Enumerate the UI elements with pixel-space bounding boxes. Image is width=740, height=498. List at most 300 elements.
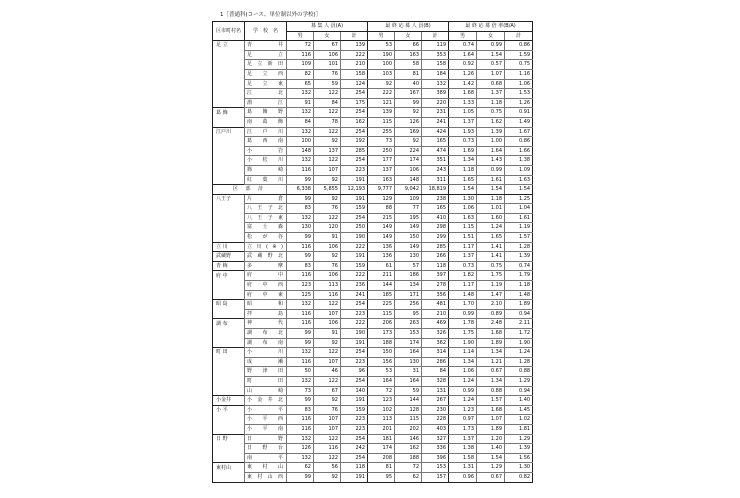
capacity-female-cell: 116 xyxy=(314,444,341,454)
applicants-female-cell: 162 xyxy=(395,444,422,454)
applicants-male-cell: 174 xyxy=(368,444,395,454)
applicants-female-cell: 115 xyxy=(395,415,422,425)
ratio-female-cell: 2.48 xyxy=(477,319,505,329)
ratio-male-cell: 0.99 xyxy=(449,386,477,396)
table-row xyxy=(213,252,533,262)
capacity-female-cell: 101 xyxy=(314,60,341,70)
applicants-male-cell: 181 xyxy=(368,434,395,444)
applicants-male-cell: 206 xyxy=(368,319,395,329)
applicants-male-cell: 61 xyxy=(368,261,395,271)
ratio-total-cell: 1.72 xyxy=(505,329,533,339)
capacity-total-cell: 191 xyxy=(341,175,368,185)
school-name-cell: 小松川 xyxy=(245,156,287,166)
school-name-cell: 立川(※) xyxy=(245,242,287,252)
capacity-female-cell: 5,855 xyxy=(314,185,341,195)
table-row xyxy=(213,300,533,310)
ratio-male-cell: 1.90 xyxy=(449,338,477,348)
school-name-cell: 葛西南 xyxy=(245,137,287,147)
ratio-total-cell: 1.28 xyxy=(505,242,533,252)
table-row xyxy=(213,309,533,319)
school-name-cell: 昭和 xyxy=(245,300,287,310)
school-name-cell: 日野 xyxy=(245,434,287,444)
subtotal-row xyxy=(213,185,533,195)
capacity-male-cell: 62 xyxy=(287,463,314,473)
table-row xyxy=(213,453,533,463)
applicants-female-cell: 130 xyxy=(395,357,422,367)
table-row xyxy=(213,165,533,175)
capacity-total-cell: 175 xyxy=(341,98,368,108)
capacity-total-cell: 191 xyxy=(341,396,368,406)
applicants-male-cell: 100 xyxy=(368,60,395,70)
ratio-female-cell: 0.88 xyxy=(477,386,505,396)
capacity-total-cell: 191 xyxy=(341,338,368,348)
applicants-male-cell: 149 xyxy=(368,223,395,233)
capacity-total-cell: 254 xyxy=(341,127,368,137)
applicants-female-cell: 92 xyxy=(395,137,422,147)
district-cell: 小 平 xyxy=(213,405,245,415)
ratio-female-cell: 1.01 xyxy=(477,204,505,214)
applicants-female-cell: 109 xyxy=(395,194,422,204)
ratio-female-cell: 1.39 xyxy=(477,127,505,137)
applicants-female-cell: 72 xyxy=(395,463,422,473)
district-cell xyxy=(213,175,245,185)
district-cell xyxy=(213,376,245,386)
ratio-male-cell: 1.64 xyxy=(449,50,477,60)
ratio-female-cell: 1.54 xyxy=(477,453,505,463)
applicants-male-cell: 81 xyxy=(368,463,395,473)
applicants-male-cell: 144 xyxy=(368,281,395,291)
ratio-male-cell: 1.78 xyxy=(449,319,477,329)
applicants-female-cell: 148 xyxy=(395,175,422,185)
ratio-male-cell: 0.73 xyxy=(449,261,477,271)
applicants-total-cell: 84 xyxy=(422,367,449,377)
table-row xyxy=(213,137,533,147)
capacity-male-cell: 83 xyxy=(287,261,314,271)
table-row xyxy=(213,319,533,329)
table-row xyxy=(213,348,533,358)
applicants-female-cell: 58 xyxy=(395,60,422,70)
capacity-total-cell: 254 xyxy=(341,348,368,358)
applicants-male-cell: 201 xyxy=(368,424,395,434)
capacity-female-cell: 76 xyxy=(314,261,341,271)
applicants-female-cell: 164 xyxy=(395,376,422,386)
capacity-female-cell: 59 xyxy=(314,79,341,89)
applicants-male-cell: 208 xyxy=(368,453,395,463)
school-name-cell: 青井 xyxy=(245,41,287,51)
capacity-male-cell: 116 xyxy=(287,50,314,60)
ratio-male-cell: 1.37 xyxy=(449,252,477,262)
district-cell xyxy=(213,357,245,367)
capacity-male-cell: 132 xyxy=(287,300,314,310)
capacity-total-cell: 223 xyxy=(341,415,368,425)
applicants-female-cell: 134 xyxy=(395,281,422,291)
ratio-female-cell: 1.43 xyxy=(477,156,505,166)
applicants-female-cell: 174 xyxy=(395,156,422,166)
table-row xyxy=(213,233,533,243)
school-name-cell: 東村山 xyxy=(245,463,287,473)
school-name-cell: 足立 xyxy=(245,50,287,60)
ratio-female-cell: 1.41 xyxy=(477,242,505,252)
applicants-male-cell: 137 xyxy=(368,165,395,175)
applicants-male-cell: 53 xyxy=(368,41,395,51)
ratio-male-cell: 0.92 xyxy=(449,60,477,70)
ratio-total-cell: 1.39 xyxy=(505,444,533,454)
application-ratio-table xyxy=(212,21,533,483)
ratio-female-cell: 1.65 xyxy=(477,233,505,243)
ratio-total-cell: 1.40 xyxy=(505,396,533,406)
header-male: 男 xyxy=(368,31,395,41)
capacity-male-cell: 116 xyxy=(287,165,314,175)
district-cell: 昭 島 xyxy=(213,300,245,310)
ratio-male-cell: 0.99 xyxy=(449,309,477,319)
capacity-female-cell: 122 xyxy=(314,156,341,166)
table-row xyxy=(213,156,533,166)
table-row xyxy=(213,50,533,60)
ratio-male-cell: 1.38 xyxy=(449,444,477,454)
district-cell xyxy=(213,137,245,147)
applicants-total-cell: 397 xyxy=(422,271,449,281)
ratio-male-cell: 1.24 xyxy=(449,376,477,386)
applicants-male-cell: 129 xyxy=(368,194,395,204)
applicants-total-cell: 410 xyxy=(422,213,449,223)
table-row xyxy=(213,204,533,214)
applicants-female-cell: 9,042 xyxy=(395,185,422,195)
school-name-cell: 町田 xyxy=(245,376,287,386)
capacity-female-cell: 120 xyxy=(314,223,341,233)
ratio-male-cell: 1.70 xyxy=(449,300,477,310)
district-cell xyxy=(213,472,245,482)
capacity-male-cell: 132 xyxy=(287,89,314,99)
capacity-female-cell: 107 xyxy=(314,309,341,319)
ratio-male-cell: 1.68 xyxy=(449,89,477,99)
school-name-cell: 府中東 xyxy=(245,290,287,300)
table-row xyxy=(213,357,533,367)
applicants-male-cell: 215 xyxy=(368,213,395,223)
capacity-male-cell: 6,338 xyxy=(287,185,314,195)
school-name-cell: 小岩 xyxy=(245,146,287,156)
applicants-total-cell: 286 xyxy=(422,357,449,367)
table-row xyxy=(213,127,533,137)
subtotal-label: 区 部 計 xyxy=(213,185,287,195)
document-page xyxy=(212,12,532,483)
district-cell xyxy=(213,309,245,319)
ratio-male-cell: 1.30 xyxy=(449,194,477,204)
capacity-female-cell: 76 xyxy=(314,405,341,415)
ratio-female-cell: 1.68 xyxy=(477,405,505,415)
table-row xyxy=(213,415,533,425)
capacity-male-cell: 116 xyxy=(287,424,314,434)
table-row xyxy=(213,223,533,233)
applicants-male-cell: 250 xyxy=(368,146,395,156)
header-total: 計 xyxy=(505,31,533,41)
applicants-male-cell: 103 xyxy=(368,69,395,79)
applicants-male-cell: 136 xyxy=(368,242,395,252)
applicants-total-cell: 132 xyxy=(422,79,449,89)
capacity-total-cell: 223 xyxy=(341,424,368,434)
district-cell xyxy=(213,444,245,454)
applicants-total-cell: 328 xyxy=(422,376,449,386)
applicants-total-cell: 165 xyxy=(422,204,449,214)
applicants-male-cell: 136 xyxy=(368,252,395,262)
applicants-male-cell: 164 xyxy=(368,376,395,386)
district-cell: 武蔵野 xyxy=(213,252,245,262)
ratio-total-cell: 1.66 xyxy=(505,146,533,156)
school-name-cell: 富士森 xyxy=(245,223,287,233)
table-row xyxy=(213,329,533,339)
district-cell: 小金井 xyxy=(213,396,245,406)
applicants-male-cell: 115 xyxy=(368,117,395,127)
district-cell xyxy=(213,213,245,223)
capacity-female-cell: 122 xyxy=(314,348,341,358)
district-cell xyxy=(213,156,245,166)
applicants-female-cell: 144 xyxy=(395,396,422,406)
school-name-cell: 松が谷 xyxy=(245,233,287,243)
applicants-total-cell: 474 xyxy=(422,146,449,156)
ratio-male-cell: 0.73 xyxy=(449,137,477,147)
capacity-male-cell: 116 xyxy=(287,309,314,319)
applicants-female-cell: 149 xyxy=(395,223,422,233)
ratio-female-cell: 1.21 xyxy=(477,357,505,367)
capacity-female-cell: 91 xyxy=(314,329,341,339)
table-row xyxy=(213,376,533,386)
applicants-male-cell: 95 xyxy=(368,472,395,482)
capacity-female-cell: 137 xyxy=(314,146,341,156)
table-row xyxy=(213,444,533,454)
table-row xyxy=(213,108,533,118)
capacity-female-cell: 91 xyxy=(314,233,341,243)
capacity-male-cell: 109 xyxy=(287,60,314,70)
capacity-total-cell: 241 xyxy=(341,290,368,300)
capacity-total-cell: 191 xyxy=(341,472,368,482)
applicants-male-cell: 73 xyxy=(368,137,395,147)
school-name-cell: 府中西 xyxy=(245,281,287,291)
capacity-total-cell: 96 xyxy=(341,367,368,377)
table-caption: 1［普通科(コース、単位制以外の学校)］ xyxy=(220,12,322,18)
applicants-male-cell: 173 xyxy=(368,329,395,339)
applicants-female-cell: 81 xyxy=(395,69,422,79)
ratio-female-cell: 2.10 xyxy=(477,300,505,310)
ratio-total-cell: 1.63 xyxy=(505,175,533,185)
capacity-female-cell: 67 xyxy=(314,41,341,51)
header-district: 区市町村名 xyxy=(213,22,245,41)
district-cell xyxy=(213,367,245,377)
ratio-female-cell: 0.89 xyxy=(477,309,505,319)
capacity-male-cell: 84 xyxy=(287,117,314,127)
capacity-female-cell: 92 xyxy=(314,396,341,406)
district-cell xyxy=(213,60,245,70)
applicants-total-cell: 285 xyxy=(422,242,449,252)
capacity-male-cell: 100 xyxy=(287,137,314,147)
applicants-female-cell: 106 xyxy=(395,165,422,175)
school-name-cell: 江戸川 xyxy=(245,127,287,137)
ratio-female-cell: 1.37 xyxy=(477,89,505,99)
ratio-female-cell: 1.54 xyxy=(477,185,505,195)
header-school: 学 校 名 xyxy=(245,22,287,41)
ratio-male-cell: 1.63 xyxy=(449,213,477,223)
applicants-male-cell: 123 xyxy=(368,396,395,406)
ratio-female-cell: 1.89 xyxy=(477,338,505,348)
ratio-total-cell: 1.67 xyxy=(505,127,533,137)
capacity-total-cell: 118 xyxy=(341,463,368,473)
ratio-female-cell: 1.18 xyxy=(477,98,505,108)
table-row xyxy=(213,242,533,252)
ratio-total-cell: 1.06 xyxy=(505,79,533,89)
capacity-female-cell: 92 xyxy=(314,338,341,348)
capacity-male-cell: 72 xyxy=(287,41,314,51)
ratio-female-cell: 1.60 xyxy=(477,213,505,223)
ratio-male-cell: 1.18 xyxy=(449,165,477,175)
capacity-male-cell: 125 xyxy=(287,290,314,300)
ratio-female-cell: 0.75 xyxy=(477,108,505,118)
capacity-female-cell: 107 xyxy=(314,357,341,367)
header-total: 計 xyxy=(341,31,368,41)
ratio-total-cell: 1.19 xyxy=(505,223,533,233)
school-name-cell: 武蔵野北 xyxy=(245,252,287,262)
district-cell: 町 田 xyxy=(213,348,245,358)
capacity-male-cell: 132 xyxy=(287,348,314,358)
applicants-female-cell: 77 xyxy=(395,204,422,214)
ratio-female-cell: 1.20 xyxy=(477,434,505,444)
capacity-male-cell: 83 xyxy=(287,204,314,214)
ratio-male-cell: 1.42 xyxy=(449,79,477,89)
applicants-total-cell: 231 xyxy=(422,108,449,118)
capacity-total-cell: 190 xyxy=(341,233,368,243)
ratio-male-cell: 1.93 xyxy=(449,127,477,137)
district-cell xyxy=(213,69,245,79)
ratio-female-cell: 0.67 xyxy=(477,367,505,377)
ratio-total-cell: 2.11 xyxy=(505,319,533,329)
capacity-total-cell: 191 xyxy=(341,194,368,204)
capacity-total-cell: 250 xyxy=(341,223,368,233)
ratio-female-cell: 1.89 xyxy=(477,424,505,434)
table-row xyxy=(213,396,533,406)
district-cell xyxy=(213,79,245,89)
ratio-female-cell: 1.47 xyxy=(477,290,505,300)
applicants-male-cell: 255 xyxy=(368,127,395,137)
school-name-cell: 八王子東 xyxy=(245,213,287,223)
applicants-total-cell: 362 xyxy=(422,338,449,348)
capacity-male-cell: 99 xyxy=(287,338,314,348)
ratio-female-cell: 0.99 xyxy=(477,41,505,51)
table-body xyxy=(213,41,533,482)
ratio-male-cell: 1.73 xyxy=(449,424,477,434)
school-name-cell: 篠崎 xyxy=(245,165,287,175)
ratio-total-cell: 0.91 xyxy=(505,108,533,118)
ratio-female-cell: 0.75 xyxy=(477,261,505,271)
capacity-male-cell: 65 xyxy=(287,79,314,89)
capacity-total-cell: 223 xyxy=(341,309,368,319)
ratio-female-cell: 0.67 xyxy=(477,472,505,482)
capacity-male-cell: 132 xyxy=(287,127,314,137)
table-row xyxy=(213,367,533,377)
applicants-total-cell: 118 xyxy=(422,261,449,271)
ratio-male-cell: 1.65 xyxy=(449,175,477,185)
table-row xyxy=(213,424,533,434)
capacity-total-cell: 12,193 xyxy=(341,185,368,195)
ratio-total-cell: 1.59 xyxy=(505,50,533,60)
table-row xyxy=(213,194,533,204)
ratio-male-cell: 1.54 xyxy=(449,185,477,195)
applicants-male-cell: 9,777 xyxy=(368,185,395,195)
capacity-male-cell: 99 xyxy=(287,329,314,339)
capacity-total-cell: 222 xyxy=(341,271,368,281)
ratio-male-cell: 1.37 xyxy=(449,117,477,127)
ratio-male-cell: 1.34 xyxy=(449,357,477,367)
ratio-total-cell: 1.61 xyxy=(505,213,533,223)
table-row xyxy=(213,463,533,473)
capacity-total-cell: 124 xyxy=(341,79,368,89)
ratio-male-cell: 1.69 xyxy=(449,146,477,156)
ratio-male-cell: 1.17 xyxy=(449,242,477,252)
applicants-female-cell: 130 xyxy=(395,252,422,262)
school-name-cell: 府中 xyxy=(245,271,287,281)
applicants-total-cell: 228 xyxy=(422,415,449,425)
applicants-male-cell: 190 xyxy=(368,50,395,60)
district-cell xyxy=(213,223,245,233)
capacity-total-cell: 223 xyxy=(341,357,368,367)
applicants-female-cell: 186 xyxy=(395,271,422,281)
capacity-male-cell: 116 xyxy=(287,319,314,329)
applicants-male-cell: 88 xyxy=(368,204,395,214)
district-cell: 日 野 xyxy=(213,434,245,444)
applicants-total-cell: 119 xyxy=(422,41,449,51)
ratio-total-cell: 1.53 xyxy=(505,89,533,99)
capacity-female-cell: 56 xyxy=(314,463,341,473)
capacity-male-cell: 116 xyxy=(287,415,314,425)
capacity-total-cell: 162 xyxy=(341,117,368,127)
table-row xyxy=(213,271,533,281)
school-name-cell: 江北 xyxy=(245,89,287,99)
district-cell: 府 中 xyxy=(213,271,245,281)
applicants-total-cell: 389 xyxy=(422,89,449,99)
table-row xyxy=(213,60,533,70)
school-name-cell: 小平西 xyxy=(245,415,287,425)
ratio-total-cell: 1.81 xyxy=(505,424,533,434)
applicants-male-cell: 113 xyxy=(368,415,395,425)
school-name-cell: 調布北 xyxy=(245,329,287,339)
capacity-female-cell: 116 xyxy=(314,290,341,300)
header-male: 男 xyxy=(449,31,477,41)
school-name-cell: 南平 xyxy=(245,453,287,463)
ratio-female-cell: 1.61 xyxy=(477,175,505,185)
capacity-male-cell: 116 xyxy=(287,357,314,367)
district-cell: 足 立 xyxy=(213,41,245,51)
capacity-total-cell: 254 xyxy=(341,300,368,310)
ratio-male-cell: 1.26 xyxy=(449,69,477,79)
school-name-cell: 日野台 xyxy=(245,444,287,454)
ratio-male-cell: 1.33 xyxy=(449,98,477,108)
school-name-cell: 成瀬 xyxy=(245,357,287,367)
applicants-total-cell: 353 xyxy=(422,50,449,60)
capacity-total-cell: 285 xyxy=(341,146,368,156)
ratio-female-cell: 0.68 xyxy=(477,79,505,89)
applicants-female-cell: 62 xyxy=(395,472,422,482)
school-name-cell: 小金井北 xyxy=(245,396,287,406)
applicants-total-cell: 424 xyxy=(422,127,449,137)
ratio-female-cell: 1.24 xyxy=(477,223,505,233)
capacity-male-cell: 82 xyxy=(287,69,314,79)
capacity-male-cell: 99 xyxy=(287,175,314,185)
capacity-male-cell: 132 xyxy=(287,213,314,223)
ratio-male-cell: 1.82 xyxy=(449,271,477,281)
applicants-male-cell: 156 xyxy=(368,357,395,367)
capacity-total-cell: 254 xyxy=(341,108,368,118)
capacity-total-cell: 140 xyxy=(341,386,368,396)
applicants-total-cell: 243 xyxy=(422,165,449,175)
capacity-total-cell: 254 xyxy=(341,89,368,99)
district-cell xyxy=(213,386,245,396)
school-name-cell: 南葛飾 xyxy=(245,117,287,127)
